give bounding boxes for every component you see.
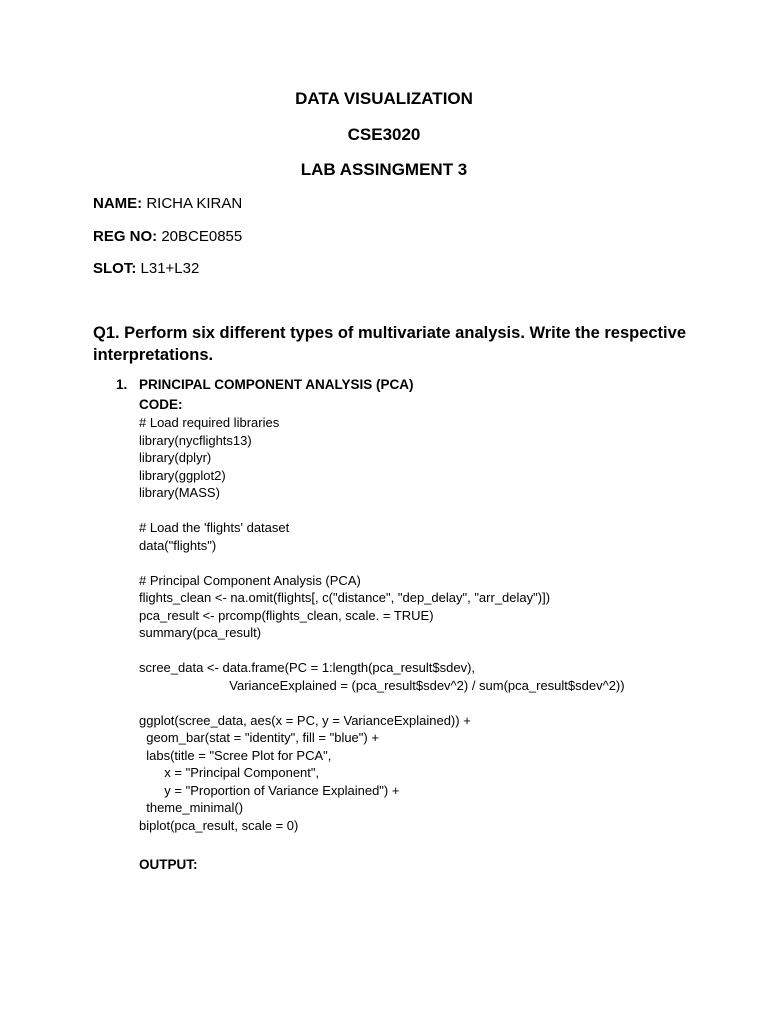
code-line: scree_data <- data.frame(PC = 1:length(pca_result$sdev), [139,660,476,675]
section-title: PRINCIPAL COMPONENT ANALYSIS (PCA) [139,377,414,392]
course-code-title: CSE3020 [347,125,421,144]
code-line: x = "Principal Component", [139,765,320,780]
code-line [139,502,699,520]
code-line: VarianceExplained = (pca_result$sdev^2) / sum(pca_result$sdev^2)) [139,677,625,693]
code-line [139,554,699,572]
code-line: # Principal Component Analysis (PCA) [139,572,361,588]
assignment-title: LAB ASSINGMENT 3 [300,160,468,179]
course-name-title: DATA VISUALIZATION [295,89,473,108]
code-line: library(ggplot2) [139,467,226,483]
code-line: pca_result <- prcomp(flights_clean, scale. = TRUE) [139,607,434,623]
code-line [139,642,699,660]
code-line: data("flights") [139,537,217,553]
reg-no-field [93,227,242,247]
code-line: ggplot(scree_data, aes(x = PC, y = VarianceExplained)) + [139,712,471,728]
code-line: summary(pca_result) [139,625,262,640]
code-line: theme_minimal() [139,800,244,815]
section-number: 1. [116,377,128,392]
reg-no-value: 20BCE0855 [157,228,243,245]
output-label: OUTPUT: [139,857,198,872]
code-line: library(nycflights13) [139,432,252,448]
code-label: CODE: [139,397,183,412]
question-heading: Q1. Perform six different types of multivariate analysis. Write the respective interpretations. [93,324,686,364]
code-line: # Load required libraries [139,415,280,430]
code-line: # Load the 'flights' dataset [139,520,290,535]
name-value: RICHA KIRAN [142,195,243,212]
code-block [139,414,699,834]
code-line: y = "Proportion of Variance Explained") + [139,782,400,798]
slot-value: L31+L32 [136,260,200,277]
name-field [93,194,242,214]
code-line: library(MASS) [139,485,220,500]
slot-label: SLOT: [93,260,137,277]
name-label: NAME: [93,195,143,212]
code-line: labs(title = "Scree Plot for PCA", [139,747,332,763]
slot-field [93,259,199,279]
code-line [139,694,699,712]
code-line: biplot(pca_result, scale = 0) [139,817,299,833]
code-line: library(dplyr) [139,450,212,465]
code-line: geom_bar(stat = "identity", fill = "blue") + [139,730,379,745]
code-line: flights_clean <- na.omit(flights[, c("distance", "dep_delay", "arr_delay")]) [139,590,551,605]
reg-no-label: REG NO: [93,228,158,245]
